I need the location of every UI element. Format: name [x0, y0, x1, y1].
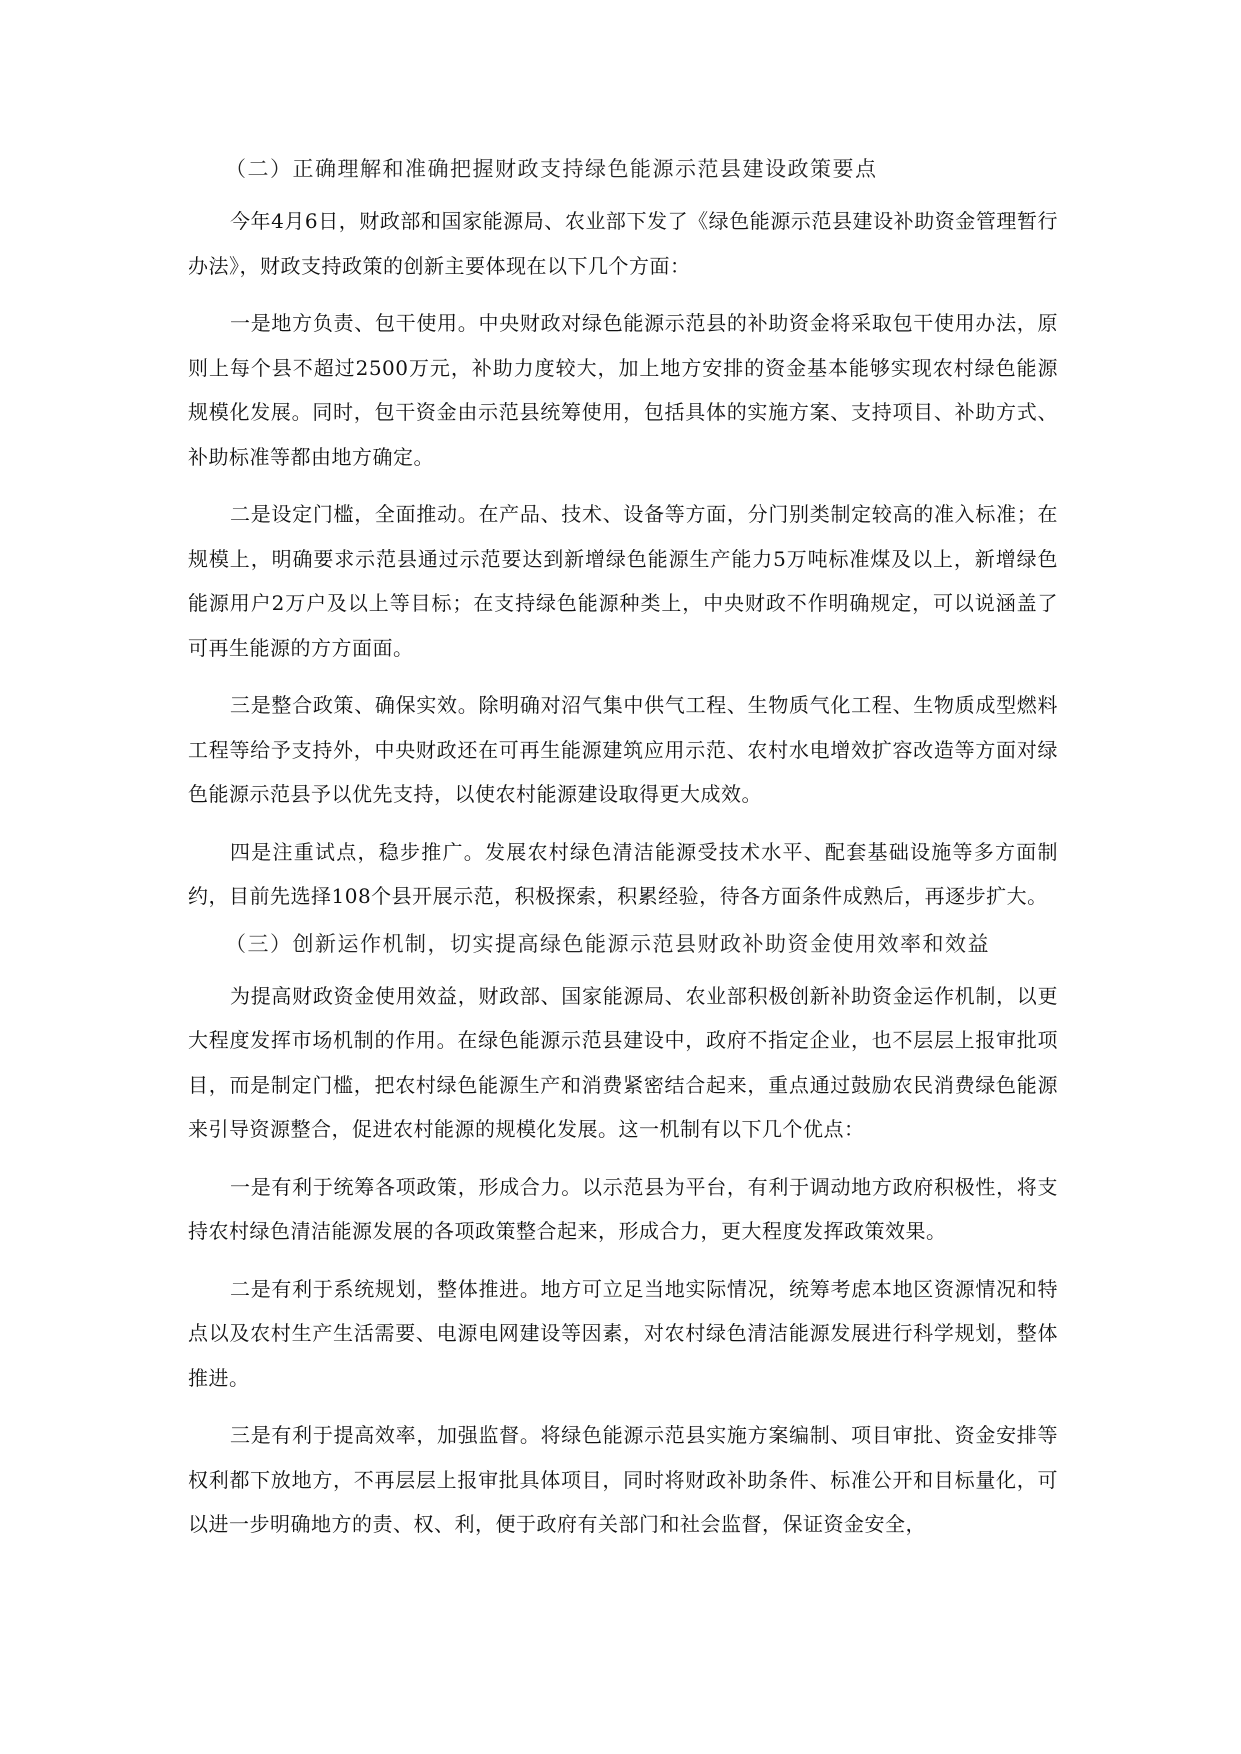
- paragraph: 一是有利于统筹各项政策，形成合力。以示范县为平台，有利于调动地方政府积极性，将支持农村绿色清洁能源发展的各项政策整合起来，形成合力，更大程度发挥政策效果。: [188, 1174, 1058, 1243]
- paragraph: 一是地方负责、包干使用。中央财政对绿色能源示范县的补助资金将采取包干使用办法，原则上每个县不超过2500万元，补助力度较大，加上地方安排的资金基本能够实现农村绿色能源规模化发展。同时，包干资金由示范县统筹使用，包括具体的实施方案、支持项目、补助方式、补助标准等都由地方确定。: [188, 311, 1058, 469]
- document-body: [188, 154, 1058, 1560]
- paragraph: 四是注重试点，稳步推广。发展农村绿色清洁能源受技术水平、配套基础设施等多方面制约，目前先选择108个县开展示范，积极探索，积累经验，待各方面条件成熟后，再逐步扩大。: [188, 839, 1058, 908]
- paragraph: 为提高财政资金使用效益，财政部、国家能源局、农业部积极创新补助资金运作机制，以更大程度发挥市场机制的作用。在绿色能源示范县建设中，政府不指定企业，也不层层上报审批项目，而是制定门槛，把农村绿色能源生产和消费紧密结合起来，重点通过鼓励农民消费绿色能源来引导资源整合，促进农村能源的规模化发展。这一机制有以下几个优点：: [188, 983, 1058, 1141]
- section-heading-3: （三）创新运作机制，切实提高绿色能源示范县财政补助资金使用效率和效益: [225, 931, 990, 956]
- paragraph: 二是设定门槛，全面推动。在产品、技术、设备等方面，分门别类制定较高的准入标准；在规模上，明确要求示范县通过示范要达到新增绿色能源生产能力5万吨标准煤及以上，新增绿色能源用户2万户及以上等目标；在支持绿色能源种类上，中央财政不作明确规定，可以说涵盖了可再生能源的方方面面。: [188, 502, 1058, 660]
- paragraph: 三是有利于提高效率，加强监督。将绿色能源示范县实施方案编制、项目审批、资金安排等权利都下放地方，不再层层上报审批具体项目，同时将财政补助条件、标准公开和目标量化，可以进一步明确地方的责、权、利，便于政府有关部门和社会监督，保证资金安全，: [188, 1423, 1058, 1536]
- paragraph: 三是整合政策、确保实效。除明确对沼气集中供气工程、生物质气化工程、生物质成型燃料工程等给予支持外，中央财政还在可再生能源建筑应用示范、农村水电增效扩容改造等方面对绿色能源示范县予以优先支持，以使农村能源建设取得更大成效。: [188, 693, 1058, 806]
- paragraph: 二是有利于系统规划，整体推进。地方可立足当地实际情况，统筹考虑本地区资源情况和特点以及农村生产生活需要、电源电网建设等因素，对农村绿色清洁能源发展进行科学规划，整体推进。: [188, 1276, 1058, 1390]
- paragraph: 今年4月6日，财政部和国家能源局、农业部下发了《绿色能源示范县建设补助资金管理暂行办法》，财政支持政策的创新主要体现在以下几个方面：: [188, 209, 1058, 278]
- section-heading-2: （二）正确理解和准确把握财政支持绿色能源示范县建设政策要点: [225, 157, 878, 181]
